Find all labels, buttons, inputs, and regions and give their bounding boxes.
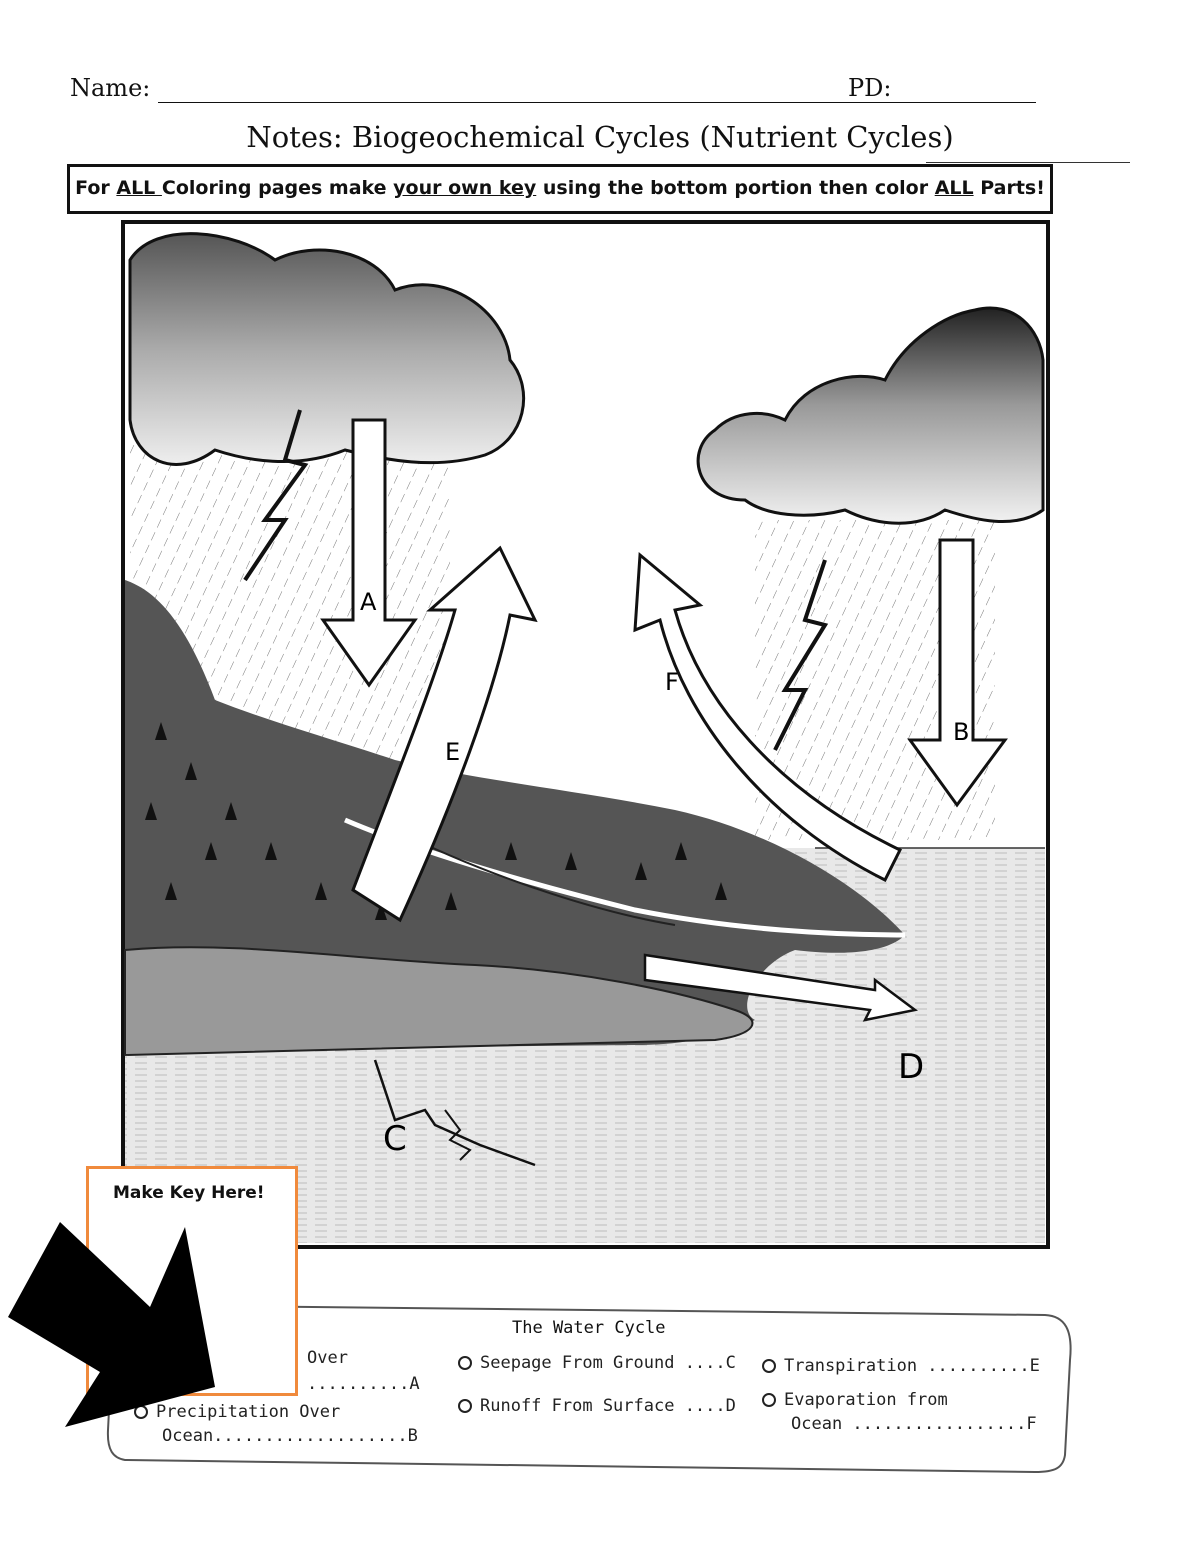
label-d: D	[898, 1047, 925, 1087]
key-item-a-line2: ..........A	[307, 1374, 420, 1394]
key-item-c[interactable]: Seepage From Ground ....C	[458, 1353, 736, 1373]
label-c: C	[383, 1119, 407, 1159]
instructions-box	[67, 164, 1053, 214]
key-item-a-line1: Over	[307, 1348, 348, 1368]
checkbox-d[interactable]	[458, 1399, 472, 1413]
label-f: F	[665, 668, 679, 696]
period-label: PD:	[848, 74, 892, 102]
name-blank[interactable]	[158, 102, 898, 103]
key-item-b-line1: Precipitation Over	[156, 1402, 341, 1422]
student-header	[70, 74, 1050, 110]
period-blank[interactable]	[896, 102, 1036, 103]
name-label: Name:	[70, 74, 151, 102]
key-item-f-line2: Ocean .................F	[791, 1414, 1037, 1434]
instructions-text: For ALL Coloring pages make your own key using the bottom portion then color ALL Parts!	[75, 177, 1045, 199]
key-item-b-line2: Ocean...................B	[162, 1426, 418, 1446]
water-cycle-diagram	[115, 220, 1055, 1250]
page-title: Notes: Biogeochemical Cycles (Nutrient Cycles)	[246, 120, 954, 154]
key-item-e[interactable]: Transpiration ..........E	[762, 1356, 1040, 1376]
label-a: A	[360, 588, 377, 616]
checkbox-e[interactable]	[762, 1359, 776, 1373]
checkbox-f[interactable]	[762, 1393, 776, 1407]
key-item-f[interactable]: Evaporation from	[762, 1390, 948, 1410]
label-e: E	[445, 738, 461, 766]
key-title: The Water Cycle	[512, 1318, 666, 1338]
big-arrow-icon	[0, 1212, 230, 1442]
key-item-d[interactable]: Runoff From Surface ....D	[458, 1396, 736, 1416]
checkbox-c[interactable]	[458, 1356, 472, 1370]
title-rule	[926, 162, 1130, 163]
make-key-label: Make Key Here!	[113, 1183, 265, 1203]
label-b: B	[953, 718, 970, 746]
